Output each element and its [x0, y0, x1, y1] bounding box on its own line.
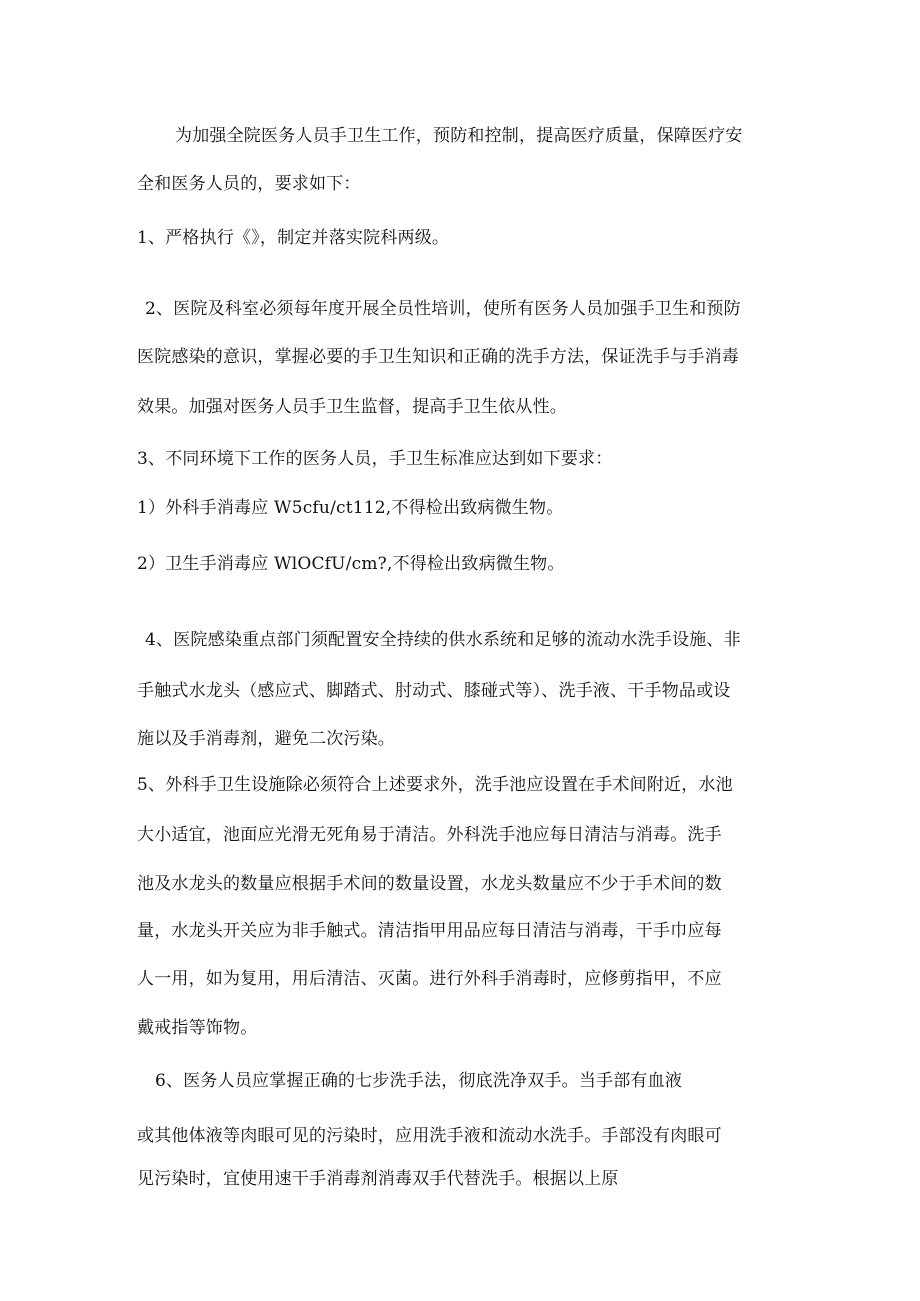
item-5-line-3: 池及水龙头的数量应根据手术间的数量设置，水龙头数量应不少于手术间的数 [137, 874, 722, 894]
item-1-line-1: 1、严格执行《》，制定并落实院科两级。 [137, 228, 450, 248]
item-5-line-1: 5、外科手卫生设施除必须符合上述要求外，洗手池应设置在手术间附近，水池 [137, 775, 733, 795]
paragraph-intro-line-1: 为加强全院医务人员手卫生工作，预防和控制，提高医疗质量，保障医疗安 [175, 126, 743, 146]
paragraph-intro-line-2: 全和医务人员的，要求如下： [137, 174, 361, 194]
item-5-line-2: 大小适宜，池面应光滑无死角易于清洁。外科洗手池应每日清洁与消毒。洗手 [137, 825, 722, 845]
item-5-line-6: 戴戒指等饰物。 [137, 1018, 258, 1038]
item-3-line-1: 3、不同环境下工作的医务人员，手卫生标准应达到如下要求： [137, 449, 613, 469]
item-5-line-4: 量，水龙头开关应为非手触式。清洁指甲用品应每日清洁与消毒，干手巾应每 [137, 921, 722, 941]
item-4-line-1: 4、医院感染重点部门须配置安全持续的供水系统和足够的流动水洗手设施、非 [145, 630, 741, 650]
item-6-line-2: 或其他体液等肉眼可见的污染时，应用洗手液和流动水洗手。手部没有肉眼可 [137, 1126, 722, 1146]
item-4-line-2: 手触式水龙头（感应式、脚踏式、肘动式、膝碰式等）、洗手液、干手物品或设 [137, 681, 731, 701]
item-4-line-3: 施以及手消毒剂，避免二次污染。 [137, 729, 395, 749]
item-2-line-2: 医院感染的意识，掌握必要的手卫生知识和正确的洗手方法，保证洗手与手消毒 [137, 347, 739, 367]
item-3-sub-2: 2）卫生手消毒应 WlOCfU/cm?,不得检出致病微生物。 [137, 554, 565, 574]
item-2-line-1: 2、医院及科室必须每年度开展全员性培训，使所有医务人员加强手卫生和预防 [145, 299, 741, 319]
item-3-sub-1: 1）外科手消毒应 W5cfu∕ct112,不得检出致病微生物。 [137, 498, 564, 518]
item-2-line-3: 效果。加强对医务人员手卫生监督，提高手卫生依从性。 [137, 397, 567, 417]
item-5-line-5: 人一用，如为复用，用后清洁、灭菌。进行外科手消毒时，应修剪指甲，不应 [137, 969, 722, 989]
item-6-line-3: 见污染时，宜使用速干手消毒剂消毒双手代替洗手。根据以上原 [137, 1169, 619, 1189]
item-6-line-1: 6、医务人员应掌握正确的七步洗手法，彻底洗净双手。当手部有血液 [155, 1071, 683, 1091]
